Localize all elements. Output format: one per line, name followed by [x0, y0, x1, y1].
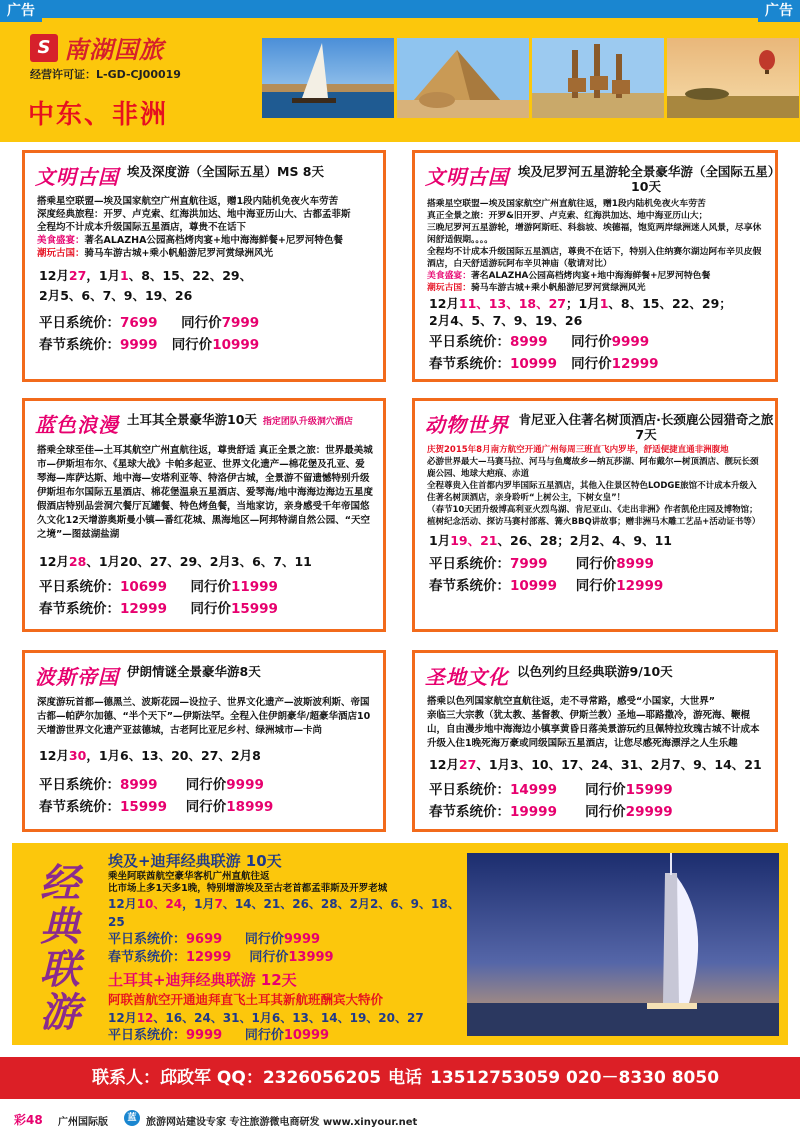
peer-label: 同行价 [181, 315, 222, 331]
contact-bar [0, 1057, 800, 1099]
peer-label: 同行价 [571, 356, 612, 372]
date-part: ，1月 [86, 268, 121, 283]
peer-value: 10999 [212, 337, 260, 353]
date-highlight: 27 [68, 268, 87, 283]
desc-line: 三晚尼罗河五星游轮，增游阿斯旺、科翁坡、埃德福，饱览两岸绿洲迷人风景，尽享休闲舒适假期。。。。 [427, 223, 762, 245]
date-part: 12月 [429, 296, 459, 311]
peer-label: 同行价 [575, 578, 617, 594]
phone-label: 电话 [388, 1068, 422, 1088]
tour-card-israel-jordan[interactable] [412, 650, 778, 832]
price-weekday [429, 779, 775, 801]
price-block [415, 329, 775, 375]
desc-line: 深度经典旅程：开罗、卢克索、红海洪加达、地中海亚历山大、古都孟菲斯 [37, 209, 351, 220]
price-value: 7699 [120, 315, 158, 331]
card-title: 圣地文化 [425, 665, 509, 689]
desc-line: 全程尊贵入住首都内罗毕国际五星酒店，其他入住景区特色LODGE旅馆不计成本升级入住著名树顶酒店，亲身聆听“上树公主，下树女皇”！ [427, 481, 757, 503]
ad-label-left: 广告 [0, 0, 42, 22]
photo-pyramid-sphinx [397, 38, 529, 118]
price-value: 10999 [510, 578, 557, 594]
vertical-char: 典 [40, 904, 80, 950]
price-label: 平日系统价： [39, 777, 120, 793]
date-part: 1月 [429, 533, 451, 548]
desc-line [37, 234, 373, 247]
price-value: 10999 [510, 356, 557, 372]
desc-line: 全程均不计成本升级国际五星酒店，尊贵不在话下，特别入住纳赛尔湖边阿布辛贝皮假酒店，白天舒适游玩阿布辛贝神庙（敬请对比） [427, 247, 762, 269]
desc-line: 搭乘星空联盟—埃及国家航空广州直航往返，赠1段内陆机免夜火车劳苦 [37, 196, 339, 207]
card-description [415, 442, 775, 528]
peer-label: 同行价 [244, 932, 284, 947]
desc-label: 美食盛宴： [37, 235, 85, 246]
price-value: 15999 [120, 799, 167, 815]
peer-label: 同行价 [190, 601, 231, 617]
date-part: ，1月6、13、20、27、2月8 [86, 748, 261, 763]
peer-value: 13999 [288, 950, 334, 965]
date-part: 、1月20、27、29、2月3、6、7、11 [86, 554, 312, 569]
date-part: 12月 [108, 1011, 137, 1025]
desc-line: 亲临三大宗教（犹太教、基督教、伊斯兰教）圣地—耶路撒冷，游死海、鞭棍山，自由漫步地中海海边小镇享黄昏日落美景游玩约旦佩特拉玫瑰古城不计成本升级入住1晚死海万豪或同级国际五星酒店，让您尽感死海漂浮之人生乐趣 [427, 710, 760, 749]
price-block [25, 766, 383, 818]
date-part: 、16、24、31、1月6、13、14、19、20、27 [153, 1011, 424, 1025]
desc-line [37, 247, 373, 260]
price-label: 平日系统价： [39, 315, 120, 331]
price-block [25, 306, 383, 356]
desc-label: 潮玩古国： [427, 283, 471, 293]
phone-landline[interactable]: 020－8330 8050 [566, 1068, 720, 1088]
price-weekday [39, 576, 383, 598]
date-highlight: 11、13、18、27 [458, 296, 566, 311]
date-part: ；1月 [566, 296, 600, 311]
price-label: 春节系统价： [108, 950, 187, 965]
brand-logo [30, 30, 164, 65]
card-title: 动物世界 [425, 413, 509, 437]
date-part: 、26、28；2月2、4、9、11 [497, 533, 672, 548]
date-highlight: 10、24 [136, 897, 183, 911]
price-label: 平日系统价： [429, 782, 510, 798]
price-spring [39, 334, 383, 356]
vertical-char: 联 [40, 947, 80, 993]
price-label: 平日系统价： [39, 579, 120, 595]
photo-giraffes [532, 38, 664, 118]
price-label: 平日系统价： [108, 932, 187, 947]
card-subtitle: 埃及尼罗河五星游轮全景豪华游（全国际五星）10天 [517, 164, 775, 194]
departure-dates [25, 738, 383, 766]
date-part: 12月 [39, 554, 69, 569]
card-subtitle: 伊朗情谜全景豪华游8天 [127, 664, 261, 679]
peer-label: 同行价 [585, 782, 626, 798]
departure-dates [25, 542, 383, 572]
peer-value: 8999 [616, 556, 654, 572]
date-part: 12月 [429, 757, 459, 772]
peer-label: 同行价 [185, 799, 227, 815]
price-weekday [39, 774, 383, 796]
price-value: 10699 [120, 579, 167, 595]
card-subtitle: 肯尼亚入住著名树顶酒店·长颈鹿公园猎奇之旅 7天 [518, 412, 774, 442]
departure-dates [415, 294, 775, 329]
card-subtitle [127, 409, 353, 430]
price-value: 9999 [120, 337, 158, 353]
peer-label: 同行价 [575, 556, 617, 572]
departure-dates [25, 260, 383, 306]
promo-note: 阿联酋航空开通迪拜直飞土耳其新航班酬宾大特价 [108, 992, 384, 1007]
price-label: 春节系统价： [39, 337, 120, 353]
classic-vertical-title [40, 863, 80, 1035]
peer-label: 同行价 [571, 334, 612, 350]
price-block [415, 775, 775, 823]
region-title: 中东、非洲 [28, 100, 169, 130]
peer-label: 同行价 [190, 579, 231, 595]
date-part: 、8、15、22、29； [608, 296, 732, 311]
desc-line: 搭乘星空联盟—埃及国家航空广州直航往返，赠1段内陆机免夜火车劳苦 [427, 199, 706, 209]
photo-strip [262, 38, 799, 118]
price-block [25, 572, 383, 620]
desc-text: 骑马车游古城+乘小帆船游尼罗河赏绿洲风光 [84, 248, 273, 259]
date-part: 12月 [39, 268, 69, 283]
desc-line: （春节10天团升级博高利亚火烈鸟湖、肯尼亚山、《走出非洲》作者凯伦庄园及博物馆；植树纪念活动、探访马赛村部落、篝火BBQ讲故事；赠非洲马木雕工艺品+活动证书等） [427, 505, 761, 527]
tour-title-turkey-dubai: 土耳其+迪拜经典联游 12天 [108, 971, 297, 989]
date-highlight: 30 [68, 748, 87, 763]
price-weekday [108, 931, 468, 949]
price-value: 14999 [510, 782, 557, 798]
date-part: 、8、15、22、29、 [128, 268, 253, 283]
price-label: 平日系统价： [429, 556, 510, 572]
desc-text: 骑马车游古城+乘小帆船游尼罗河赏绿洲风光 [471, 283, 646, 293]
price-spring [39, 598, 383, 620]
price-label: 春节系统价： [429, 804, 510, 820]
peer-value: 7999 [221, 315, 260, 331]
price-label: 平日系统价： [429, 334, 510, 350]
peer-value: 29999 [625, 804, 673, 820]
edition-name: 广州国际版 [58, 1117, 108, 1128]
price-value: 12999 [120, 601, 167, 617]
desc-line [427, 282, 765, 294]
card-subtitle: 以色列约旦经典联游9/10天 [517, 664, 673, 679]
desc-line [427, 270, 765, 282]
tour-note: 比市场上多1天多1晚，特别增游埃及至古老首都孟菲斯及开罗老城 [108, 883, 388, 894]
header-banner [0, 18, 800, 142]
peer-label: 同行价 [249, 950, 289, 965]
classic-tour-list[interactable] [108, 851, 468, 1045]
desc-line: 必游世界最大—马赛马拉、河马与鱼鹰故乡—纳瓦莎湖、阿布戴尔—树顶酒店、靓玩长颈鹿公园、地球大疤痕、赤道 [427, 457, 759, 479]
price-value: 9699 [186, 932, 223, 947]
price-spring [108, 949, 468, 967]
tour-card-egypt-10d[interactable] [412, 150, 778, 382]
date-part: ，1月 [182, 897, 215, 911]
license-number: 经营许可证：L-GD-CJ00019 [30, 68, 181, 81]
desc-line: 全程均不计成本升级国际五星酒店，尊贵不在话下 [37, 222, 247, 233]
peer-label: 同行价 [171, 337, 213, 353]
tour-title-egypt-dubai: 埃及+迪拜经典联游 10天 [108, 852, 282, 870]
tour-card-kenya[interactable] [412, 398, 778, 632]
peer-value: 9999 [283, 932, 321, 947]
price-block [415, 551, 775, 597]
date-highlight: 28 [68, 554, 87, 569]
card-title: 波斯帝国 [35, 665, 119, 689]
page-footer [0, 1105, 800, 1134]
subtitle-text: 土耳其全景豪华游10天 [127, 412, 257, 427]
contact-person: 联系人：邱政军 QQ：2326056205 [92, 1068, 382, 1088]
desc-line: 真正全景之旅：开罗&旧开罗、卢克索、红海洪加达、地中海亚历山大； [427, 211, 708, 221]
phone-mobile[interactable]: 13512753059 [430, 1068, 561, 1088]
tour-card-egypt-8d[interactable] [22, 150, 386, 382]
date-part: 、1月3、10、17、24、31、2月7、9、14、21 [476, 757, 762, 772]
date-highlight: 1 [120, 268, 129, 283]
peer-value: 18999 [226, 799, 274, 815]
tour-card-iran[interactable] [22, 650, 386, 832]
price-label: 平日系统价： [108, 1028, 187, 1043]
price-value: 7999 [510, 556, 548, 572]
departure-dates [415, 751, 775, 775]
date-highlight: 1 [599, 296, 609, 311]
date-highlight: 12 [136, 1011, 154, 1025]
peer-value: 9999 [226, 777, 264, 793]
departure-dates [415, 528, 775, 551]
desc-text: 著名ALAZHA公园高档烤肉宴+地中海海鲜餐+尼罗河特色餐 [84, 235, 343, 246]
card-badge: 庆贺2015年8月南方航空开通广州每周三班直飞内罗毕，舒适便捷直通非洲腹地 [427, 445, 729, 455]
peer-value: 11999 [230, 579, 278, 595]
departure-dates [108, 895, 468, 931]
tour-card-turkey[interactable] [22, 398, 386, 632]
date-part: 12月 [39, 748, 69, 763]
desc-line: 搭乘全球至佳—土耳其航空广州直航往返，尊贵舒适 真正全景之旅：世界最美城市—伊斯坦布尔、《星球大战》卡帕多起亚、世界文化遗产—棉花堡及孔亚、爱琴海—库萨达斯、地中海—安塔利亚等、特洛伊古城，全景游不留遗憾特别升级伊斯坦布尔国际五星酒店、棉花堡温泉五星酒店、爱琴海/地中海海边海边五星度假酒店特别品尝洞穴餐厅瓦罐餐、特色烤鱼餐，当地家访，亲身感受千年帝国悠久文化12天增游奥斯曼小镇—番红花城、黑海地区—阿邦特湖自然公园、“天空之境”—图兹湖盐湖 [37, 445, 373, 540]
logo-mark: S [30, 34, 58, 62]
price-spring [429, 575, 775, 597]
card-description [25, 438, 383, 542]
card-description [415, 194, 775, 294]
price-label: 春节系统价： [39, 799, 120, 815]
photo-nile-felucca [262, 38, 394, 118]
card-subtitle: 埃及深度游（全国际五星）MS 8天 [127, 164, 324, 179]
price-value: 12999 [186, 950, 232, 965]
date-part: 12月 [108, 897, 137, 911]
photo-burj-al-arab [467, 853, 779, 1036]
date-part: 2月4、5、7、9、19、26 [429, 313, 583, 328]
vertical-char: 经 [40, 861, 80, 907]
page-number: 彩48 [14, 1113, 43, 1127]
card-description [25, 690, 383, 738]
desc-label: 潮玩古国： [37, 248, 85, 259]
date-highlight: 19、21 [450, 533, 498, 548]
badge-icon: 蓝 [124, 1110, 140, 1126]
departure-dates [108, 1009, 468, 1027]
peer-label: 同行价 [244, 1028, 284, 1043]
tour-note: 乘坐阿联酋航空豪华客机广州直航往返 [108, 871, 270, 882]
price-weekday [108, 1027, 468, 1045]
card-title: 文明古国 [35, 165, 119, 189]
price-weekday [429, 331, 775, 353]
peer-value: 10999 [283, 1028, 330, 1043]
price-label: 春节系统价： [39, 601, 120, 617]
price-value: 9999 [186, 1028, 223, 1043]
peer-value: 15999 [625, 782, 673, 798]
card-description [25, 190, 383, 260]
peer-label: 同行价 [585, 804, 626, 820]
price-value: 19999 [510, 804, 557, 820]
photo-balloon-savanna [667, 38, 799, 118]
card-title: 蓝色浪漫 [35, 413, 119, 437]
card-badge: 指定团队升级洞穴酒店 [262, 417, 353, 427]
peer-value: 9999 [611, 334, 650, 350]
desc-line: 深度游玩首都—德黑兰、波斯花园—设拉子、世界文化遗产—波斯波利斯、帝国古都—帕萨尔加德、“半个天下”—伊斯法罕。全程入住伊朗豪华/超豪华酒店10天增游世界文化遗产亚兹德城，古老阿比亚尼乡村、绿洲城市—卡尚 [37, 697, 371, 736]
brand-name: 南湖国旅 [64, 36, 164, 64]
peer-label: 同行价 [185, 777, 227, 793]
price-spring [429, 353, 775, 375]
price-label: 春节系统价： [429, 578, 510, 594]
desc-label: 美食盛宴： [427, 271, 471, 281]
footer-slogan: 旅游网站建设专家 专注旅游微电商研发 www.xinyour.net [146, 1117, 418, 1128]
price-weekday [429, 553, 775, 575]
price-weekday [39, 312, 383, 334]
peer-value: 12999 [616, 578, 664, 594]
desc-line: 搭乘以色列国家航空直航往返，走不寻常路，感受“小国家，大世界” [427, 696, 715, 707]
date-highlight: 27 [458, 757, 477, 772]
top-bar [0, 0, 800, 18]
vertical-char: 游 [40, 990, 80, 1036]
date-part: 、14、21、26、28、2月2、6、9、18、25 [108, 897, 460, 929]
price-spring [39, 796, 383, 818]
desc-text: 著名ALAZHA公园高档烤肉宴+地中海海鲜餐+尼罗河特色餐 [471, 271, 711, 281]
date-part: 2月5、6、7、9、19、26 [39, 288, 193, 303]
ad-label-right: 广告 [758, 0, 800, 22]
price-value: 8999 [510, 334, 548, 350]
date-highlight: 7 [214, 897, 223, 911]
price-value: 8999 [120, 777, 158, 793]
peer-value: 12999 [611, 356, 659, 372]
card-title: 文明古国 [425, 165, 509, 189]
price-spring [429, 801, 775, 823]
classic-tours-section [12, 843, 788, 1045]
peer-value: 15999 [230, 601, 278, 617]
card-description [415, 690, 775, 751]
price-label: 春节系统价： [429, 356, 510, 372]
